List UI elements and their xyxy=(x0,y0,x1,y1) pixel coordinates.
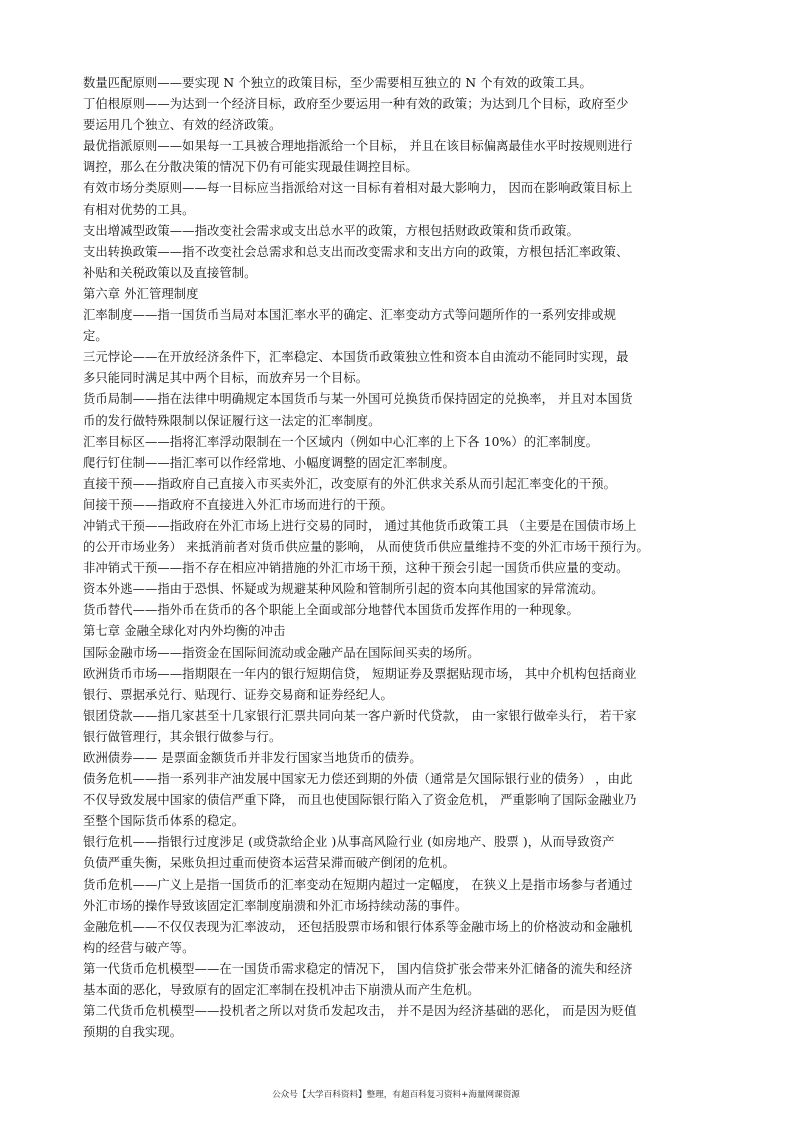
text-line: 欧洲货币市场——指期限在一年内的银行短期信贷， 短期证券及票据贴现市场， 其中介机构包括商业 xyxy=(83,666,637,681)
text-line: 支出转换政策——指不改变社会总需求和总支出而改变需求和支出方向的政策，方根包括汇率政策、 xyxy=(83,244,629,259)
text-line: 补贴和关税政策以及直接管制。 xyxy=(83,265,257,280)
text-line: 支出增减型政策——指改变社会需求或支出总水平的政策，方根包括财政政策和货币政策。 xyxy=(83,223,579,238)
text-line: 第二代货币危机模型——投机者之所以对货币发起攻击， 并不是因为经济基础的恶化， 而是因为贬值 xyxy=(83,1004,637,1019)
text-line: 调控，那么在分散决策的情况下仍有可能实现最佳调控目标。 xyxy=(83,160,418,175)
text-line: 银行做管理行，其余银行做参与行。 xyxy=(83,729,282,744)
text-line: 欧洲债券—— 是票面金额货币并非发行国家当地货币的债券。 xyxy=(83,751,422,765)
text-line: 汇率目标区——指将汇率浮动限制在一个区域内（例如中心汇率的上下各 10%）的汇率制度。 xyxy=(83,434,599,449)
text-line: 第一代货币危机模型——在一国货币需求稳定的情况下， 国内信贷扩张会带来外汇储备的流失和经济 xyxy=(83,961,633,976)
text-line: 预期的自我实现。 xyxy=(83,1025,183,1040)
text-line: 货币危机——广义上是指一国货币的汇率变动在短期内超过一定幅度， 在狭义上是指市场参与者通过 xyxy=(83,877,633,892)
text-line: 非冲销式干预——指不存在相应冲销措施的外汇市场干预，这种干预会引起一国货币供应量的变动。 xyxy=(83,561,629,576)
text-line: 金融危机——不仅仅表现为汇率波动， 还包括股票市场和银行体系等金融市场上的价格波动和金融机 xyxy=(83,919,633,934)
text-line: 负债严重失衡，呆账负担过重而使资本运营呆滞而破产倒闭的危机。 xyxy=(83,856,455,871)
text-line: 货币替代——指外币在货币的各个职能上全面或部分地替代本国货币发挥作用的一种现象。 xyxy=(83,603,579,618)
text-line: 第六章 外汇管理制度 xyxy=(83,286,199,301)
text-line: 币的发行做特殊限制以保证履行这一法定的汇率制度。 xyxy=(83,413,381,428)
text-line: 数量匹配原则——要实现 N 个独立的政策目标，至少需要相互独立的 N 个有效的政策工具。 xyxy=(83,76,592,90)
text-line: 冲销式干预——指政府在外汇市场上进行交易的同时， 通过其他货币政策工具 （主要是在国债市场上 xyxy=(83,518,637,533)
text-line: 间接干预——指政府不直接进入外汇市场而进行的干预。 xyxy=(83,497,393,512)
text-line: 多只能同时满足其中两个目标，而放弃另一个目标。 xyxy=(83,371,369,386)
text-line: 最优指派原则——如果每一工具被合理地指派给一个目标， 并且在该目标偏离最佳水平时按规则进行 xyxy=(83,139,633,154)
text-line: 有相对优势的工具。 xyxy=(83,202,195,217)
text-line: 三元悖论——在开放经济条件下，汇率稳定、本国货币政策独立性和资本自由流动不能同时实现，最 xyxy=(83,350,629,365)
text-line: 汇率制度——指一国货币当局对本国汇率水平的确定、汇率变动方式等问题所作的一系列安排或规 xyxy=(83,308,617,323)
text-line: 不仅导致发展中国家的债信严重下降， 而且也使国际银行陷入了资金危机， 严重影响了国际金融业乃 xyxy=(83,793,637,808)
text-line: 银行、票据承兑行、贴现行、证券交易商和证券经纪人。 xyxy=(83,687,393,702)
text-line: 爬行钉住制——指汇率可以作经常地、小幅度调整的固定汇率制度。 xyxy=(83,455,455,470)
text-line: 银行危机——指银行过度涉足 (或贷款给企业 )从事高风险行业 (如房地产、股票 )，从而导致资产 xyxy=(83,835,615,850)
text-line: 丁伯根原则——为达到一个经济目标，政府至少要运用一种有效的政策；为达到几个目标，政府至少 xyxy=(83,97,629,112)
document-body xyxy=(83,73,695,1043)
text-line: 外汇市场的操作导致该固定汇率制度崩溃和外汇市场持续动荡的事件。 xyxy=(83,898,468,913)
text-line: 货币局制——指在法律中明确规定本国货币与某一外国可兑换货币保持固定的兑换率， 并且对本国货 xyxy=(83,392,633,407)
text-line: 基本面的恶化，导致原有的固定汇率制在投机冲击下崩溃从而产生危机。 xyxy=(83,983,480,998)
text-line: 的公开市场业务） 来抵消前者对货币供应量的影响， 从而使货币供应量维持不变的外汇市场干预行为。 xyxy=(83,540,649,555)
text-line: 直接干预——指政府自己直接入市买卖外汇，改变原有的外汇供求关系从而引起汇率变化的干预。 xyxy=(83,476,617,491)
page-footer: 公众号【大学百科资料】整理，有超百科复习资料+海量网课资源 xyxy=(272,1090,520,1100)
text-line: 定。 xyxy=(83,329,108,344)
text-line: 资本外逃——指由于恐惧、怀疑或为规避某种风险和管制所引起的资本向其他国家的异常流动。 xyxy=(83,582,604,597)
text-line: 要运用几个独立、有效的经济政策。 xyxy=(83,118,282,133)
text-line: 至整个国际货币体系的稳定。 xyxy=(83,814,245,829)
text-line: 国际金融市场——指资金在国际间流动或金融产品在国际间买卖的场所。 xyxy=(83,645,480,660)
text-line: 银团贷款——指几家甚至十几家银行汇票共同向某一客户新时代贷款， 由一家银行做牵头行， 若干家 xyxy=(83,708,637,723)
text-line: 第七章 金融全球化对内外均衡的冲击 xyxy=(83,624,286,639)
text-line: 债务危机——指一系列非产油发展中国家无力偿还到期的外债（通常是欠国际银行业的债务） ，由此 xyxy=(83,772,633,787)
text-line: 构的经营与破产等。 xyxy=(83,940,195,955)
text-line: 有效市场分类原则——每一目标应当指派给对这一目标有着相对最大影响力， 因而在影响政策目标上 xyxy=(83,181,633,196)
